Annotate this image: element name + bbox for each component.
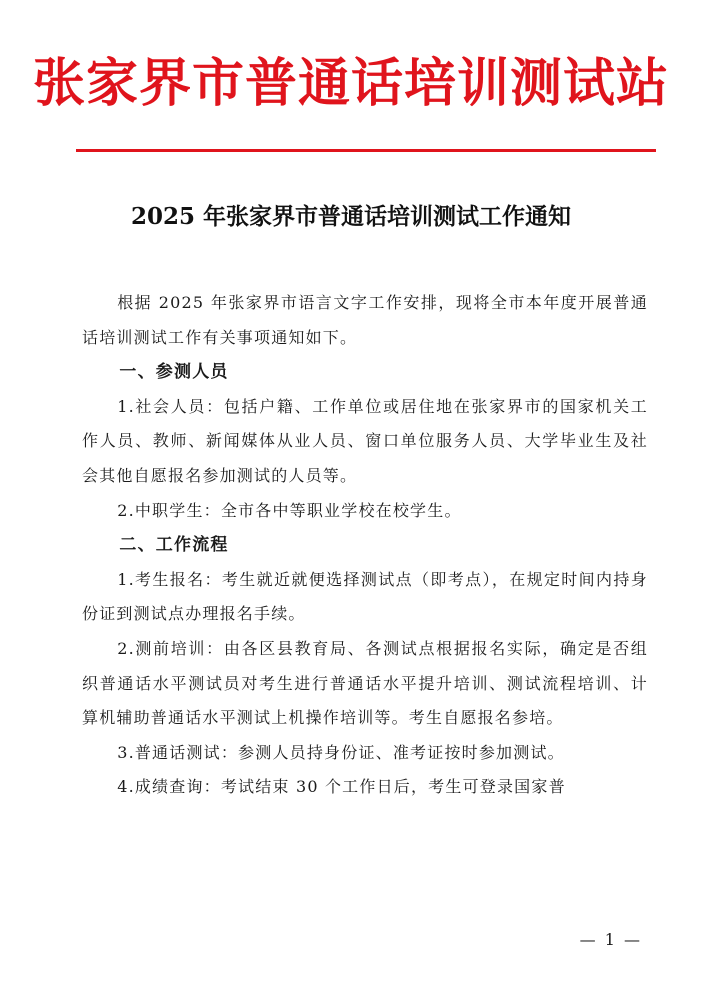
section-heading-participants: 一、参测人员 <box>119 362 229 383</box>
section-heading-workflow: 二、工作流程 <box>119 535 229 556</box>
organization-name: 张家界市普通话培训测试站 <box>32 53 669 114</box>
page-number: — 1 — <box>579 930 642 949</box>
header-red-rule <box>76 149 656 152</box>
paragraph-registration: 1.考生报名：考生就近就便选择测试点（即考点），在规定时间内持身份证到测试点办理报名手续。 <box>82 569 648 624</box>
paragraph-pre-test-training: 2.测前培训：由各区县教育局、各测试点根据报名实际，确定是否组织普通话水平测试员对考生进行普通话水平提升培训、测试流程培训、计算机辅助普通话水平测试上机操作培训等。考生自愿报名参培。 <box>82 638 648 728</box>
paragraph-vocational-students: 2.中职学生：全市各中等职业学校在校学生。 <box>117 500 462 520</box>
paragraph-intro: 根据 2025 年张家界市语言文字工作安排，现将全市本年度开展普通话培训测试工作有关事项通知如下。 <box>82 293 648 347</box>
document-body <box>82 286 648 805</box>
paragraph-putonghua-test: 3.普通话测试：参测人员持身份证、准考证按时参加测试。 <box>117 742 565 762</box>
paragraph-score-inquiry: 4.成绩查询：考试结束 30 个工作日后，考生可登录国家普 <box>117 777 566 797</box>
document-title: 2025 年张家界市普通话培训测试工作通知 <box>130 203 572 230</box>
paragraph-social-personnel: 1.社会人员：包括户籍、工作单位或居住地在张家界市的国家机关工作人员、教师、新闻媒体从业人员、窗口单位服务人员、大学毕业生及社会其他自愿报名参加测试的人员等。 <box>82 396 648 485</box>
